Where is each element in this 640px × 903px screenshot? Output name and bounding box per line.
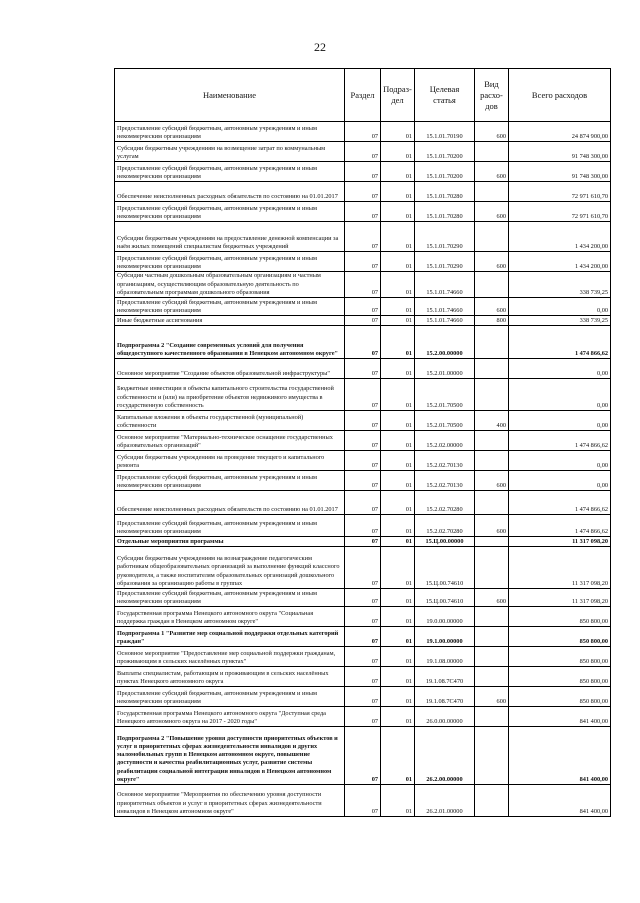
cell-expense-type [475, 707, 509, 727]
cell-expense-type [475, 547, 509, 589]
table-header-row [115, 69, 611, 122]
cell-total: 91 748 300,00 [509, 162, 611, 182]
cell-subsection: 01 [381, 667, 415, 687]
header-subsection: Подраз- дел [381, 69, 415, 122]
cell-expense-type [475, 627, 509, 647]
cell-total: 1 474 866,62 [509, 326, 611, 359]
header-target: Целевая статья [415, 69, 475, 122]
cell-name: Обеспечение неисполненных расходных обязательств по состоянию на 01.01.2017 [115, 491, 345, 515]
table-row [115, 627, 611, 647]
cell-section: 07 [345, 272, 381, 298]
table-row [115, 547, 611, 589]
cell-total: 1 434 200,00 [509, 222, 611, 252]
cell-target: 26.0.00.00000 [415, 707, 475, 727]
header-total: Всего расходов [509, 69, 611, 122]
cell-total: 1 434 200,00 [509, 252, 611, 272]
cell-target: 15.1.01.70290 [415, 252, 475, 272]
cell-name: Предоставление субсидий бюджетным, автономным учреждениям и иным некоммерческим организациям [115, 687, 345, 707]
table-row [115, 607, 611, 627]
cell-total: 72 971 610,70 [509, 202, 611, 222]
cell-target: 15.1.01.74660 [415, 272, 475, 298]
table-row [115, 471, 611, 491]
cell-total: 338 739,25 [509, 316, 611, 326]
table-row [115, 411, 611, 431]
cell-expense-type: 600 [475, 515, 509, 537]
cell-subsection: 01 [381, 272, 415, 298]
cell-subsection: 01 [381, 537, 415, 547]
cell-total: 11 317 098,20 [509, 537, 611, 547]
cell-expense-type: 600 [475, 122, 509, 142]
cell-name: Предоставление субсидий бюджетным, автономным учреждениям и иным некоммерческим организациям [115, 589, 345, 607]
cell-section: 07 [345, 431, 381, 451]
cell-total: 0,00 [509, 411, 611, 431]
cell-expense-type [475, 451, 509, 471]
cell-total: 850 800,00 [509, 627, 611, 647]
cell-subsection: 01 [381, 451, 415, 471]
cell-name: Иные бюджетные ассигнования [115, 316, 345, 326]
cell-section: 07 [345, 667, 381, 687]
cell-target: 19.1.00.00000 [415, 627, 475, 647]
cell-total: 338 739,25 [509, 272, 611, 298]
cell-expense-type [475, 431, 509, 451]
cell-subsection: 01 [381, 491, 415, 515]
cell-target: 26.2.01.00000 [415, 785, 475, 817]
cell-total: 850 800,00 [509, 687, 611, 707]
cell-expense-type: 600 [475, 589, 509, 607]
table-row [115, 537, 611, 547]
cell-name: Предоставление субсидий бюджетным, автономным учреждениям и иным некоммерческим организациям [115, 162, 345, 182]
budget-table [114, 68, 611, 817]
cell-target: 15.2.02.70280 [415, 515, 475, 537]
cell-section: 07 [345, 222, 381, 252]
cell-expense-type [475, 491, 509, 515]
cell-section: 07 [345, 589, 381, 607]
cell-target: 15.2.00.00000 [415, 326, 475, 359]
cell-subsection: 01 [381, 607, 415, 627]
cell-expense-type [475, 647, 509, 667]
cell-expense-type [475, 222, 509, 252]
cell-expense-type [475, 379, 509, 411]
cell-section: 07 [345, 547, 381, 589]
table-row [115, 667, 611, 687]
cell-name: Основное мероприятие "Предоставление мер социальной поддержки гражданам, проживающим в сельских населённых пунктах" [115, 647, 345, 667]
cell-expense-type [475, 142, 509, 162]
table-row [115, 379, 611, 411]
cell-expense-type: 400 [475, 411, 509, 431]
cell-total: 1 474 866,62 [509, 515, 611, 537]
table-row [115, 451, 611, 471]
cell-target: 19.0.00.00000 [415, 607, 475, 627]
cell-target: 15.2.02.70130 [415, 451, 475, 471]
cell-expense-type: 800 [475, 316, 509, 326]
cell-target: 19.1.08.7С470 [415, 687, 475, 707]
cell-expense-type [475, 607, 509, 627]
cell-section: 07 [345, 316, 381, 326]
cell-total: 850 800,00 [509, 607, 611, 627]
cell-total: 1 474 866,62 [509, 491, 611, 515]
cell-total: 850 800,00 [509, 647, 611, 667]
cell-name: Подпрограмма 2 "Создание современных условий для получения общедоступного качественного образования в Ненецком автономном округе" [115, 326, 345, 359]
cell-name: Обеспечение неисполненных расходных обязательств по состоянию на 01.01.2017 [115, 182, 345, 202]
cell-name: Предоставление субсидий бюджетным, автономным учреждениям и иным некоммерческим организациям [115, 515, 345, 537]
table-row [115, 589, 611, 607]
cell-name: Предоставление субсидий бюджетным, автономным учреждениям и иным некоммерческим организациям [115, 122, 345, 142]
cell-target: 15.1.01.70200 [415, 142, 475, 162]
cell-subsection: 01 [381, 707, 415, 727]
cell-section: 07 [345, 727, 381, 785]
cell-subsection: 01 [381, 471, 415, 491]
cell-section: 07 [345, 627, 381, 647]
cell-name: Субсидии бюджетным учреждениям на проведение текущего и капитального ремонта [115, 451, 345, 471]
table-row [115, 687, 611, 707]
cell-section: 07 [345, 122, 381, 142]
cell-section: 07 [345, 162, 381, 182]
cell-total: 0,00 [509, 471, 611, 491]
cell-section: 07 [345, 142, 381, 162]
cell-total: 0,00 [509, 359, 611, 379]
cell-name: Субсидии бюджетным учреждениям на предоставление денежной компенсации за наём жилых помещений специалистам бюджетных учреждений [115, 222, 345, 252]
cell-expense-type: 600 [475, 252, 509, 272]
cell-total: 11 317 098,20 [509, 547, 611, 589]
cell-subsection: 01 [381, 162, 415, 182]
cell-section: 07 [345, 687, 381, 707]
cell-target: 15.1.01.70290 [415, 222, 475, 252]
cell-name: Государственная программа Ненецкого автономного округа "Доступная среда Ненецкого автономного округа на 2017 - 2020 годы" [115, 707, 345, 727]
cell-target: 15.2.01.00000 [415, 359, 475, 379]
cell-name: Подпрограмма 2 "Повышение уровня доступности приоритетных объектов и услуг в приоритетных сферах жизнедеятельности инвалидов и других маломобильных групп в Ненецком автономном округе, повышение доступности и качества реабилитационных услуг, развитие системы реабилитации социальной интеграции инвалидов в Ненецком автономном округе" [115, 727, 345, 785]
cell-target: 19.1.08.7С470 [415, 667, 475, 687]
table-row [115, 142, 611, 162]
cell-subsection: 01 [381, 589, 415, 607]
cell-total: 91 748 300,00 [509, 142, 611, 162]
cell-total: 72 971 610,70 [509, 182, 611, 202]
cell-section: 07 [345, 359, 381, 379]
header-name: Наименование [115, 69, 345, 122]
cell-expense-type: 600 [475, 687, 509, 707]
cell-total: 24 874 900,00 [509, 122, 611, 142]
cell-section: 07 [345, 785, 381, 817]
cell-section: 07 [345, 298, 381, 316]
cell-name: Основное мероприятие "Создание объектов образовательной инфраструктуры" [115, 359, 345, 379]
cell-subsection: 01 [381, 547, 415, 589]
cell-name: Капитальные вложения в объекты государственной (муниципальной) собственности [115, 411, 345, 431]
cell-target: 15.2.01.70500 [415, 379, 475, 411]
cell-name: Государственная программа Ненецкого автономного округа "Социальная поддержка граждан в Ненецком автономном округе" [115, 607, 345, 627]
cell-target: 15.Ц.00.74610 [415, 547, 475, 589]
cell-expense-type [475, 727, 509, 785]
table-row [115, 272, 611, 298]
table-row [115, 182, 611, 202]
cell-section: 07 [345, 537, 381, 547]
cell-section: 07 [345, 379, 381, 411]
cell-target: 19.1.08.00000 [415, 647, 475, 667]
table-row [115, 727, 611, 785]
cell-target: 15.1.01.74660 [415, 316, 475, 326]
cell-section: 07 [345, 647, 381, 667]
table-row [115, 647, 611, 667]
cell-target: 15.1.01.70200 [415, 162, 475, 182]
cell-section: 07 [345, 252, 381, 272]
table-row [115, 491, 611, 515]
cell-subsection: 01 [381, 379, 415, 411]
cell-name: Субсидии частным дошкольным образовательным организациям и частным организациям, осуществляющим образовательную деятельность по образовательным программам дошкольного образования [115, 272, 345, 298]
table-row [115, 326, 611, 359]
cell-target: 15.1.01.70280 [415, 202, 475, 222]
cell-subsection: 01 [381, 515, 415, 537]
cell-total: 0,00 [509, 379, 611, 411]
cell-subsection: 01 [381, 359, 415, 379]
cell-expense-type [475, 359, 509, 379]
cell-target: 15.2.01.70500 [415, 411, 475, 431]
cell-name: Выплаты специалистам, работающим и проживающим в сельских населённых пунктах Ненецкого автономного округа [115, 667, 345, 687]
cell-subsection: 01 [381, 627, 415, 647]
cell-expense-type [475, 785, 509, 817]
cell-name: Основное мероприятие "Материально-техническое оснащение государственных образовательных организаций" [115, 431, 345, 451]
cell-section: 07 [345, 202, 381, 222]
cell-target: 15.1.01.70280 [415, 182, 475, 202]
cell-expense-type: 600 [475, 202, 509, 222]
cell-name: Подпрограмма 1 "Развитие мер социальной поддержки отдельных категорий граждан" [115, 627, 345, 647]
cell-subsection: 01 [381, 252, 415, 272]
cell-section: 07 [345, 707, 381, 727]
cell-subsection: 01 [381, 326, 415, 359]
cell-subsection: 01 [381, 222, 415, 252]
cell-subsection: 01 [381, 202, 415, 222]
cell-target: 26.2.00.00000 [415, 727, 475, 785]
cell-name: Основное мероприятие "Мероприятия по обеспечению уровня доступности приоритетных объектов и услуг в приоритетных сферах жизнедеятельности инвалидов в Ненецком автономном округе" [115, 785, 345, 817]
cell-expense-type: 600 [475, 298, 509, 316]
cell-expense-type [475, 326, 509, 359]
cell-name: Бюджетные инвестиции в объекты капитального строительства государственной собственности и (или) на приобретение объектов недвижимого имущества в государственную собственность [115, 379, 345, 411]
cell-subsection: 01 [381, 122, 415, 142]
table-row [115, 222, 611, 252]
cell-total: 0,00 [509, 298, 611, 316]
cell-expense-type [475, 182, 509, 202]
cell-expense-type [475, 272, 509, 298]
table-row [115, 316, 611, 326]
cell-section: 07 [345, 411, 381, 431]
cell-name: Отдельные мероприятия программы [115, 537, 345, 547]
cell-subsection: 01 [381, 142, 415, 162]
cell-subsection: 01 [381, 316, 415, 326]
cell-name: Предоставление субсидий бюджетным, автономным учреждениям и иным некоммерческим организациям [115, 202, 345, 222]
cell-target: 15.1.01.70190 [415, 122, 475, 142]
cell-target: 15.2.02.00000 [415, 431, 475, 451]
cell-name: Субсидии бюджетным учреждениям на возмещение затрат по коммунальным услугам [115, 142, 345, 162]
cell-section: 07 [345, 326, 381, 359]
header-section: Раздел [345, 69, 381, 122]
cell-section: 07 [345, 607, 381, 627]
cell-subsection: 01 [381, 431, 415, 451]
cell-name: Субсидии бюджетным учреждениям на вознаграждение педагогическим работникам общеобразовательных организаций за выполнение функций классного руководителя, а также воспитателям образовательных организаций дошкольного образования за организацию работы в группах [115, 547, 345, 589]
cell-total: 1 474 866,62 [509, 431, 611, 451]
table-row [115, 431, 611, 451]
table-row [115, 515, 611, 537]
cell-subsection: 01 [381, 411, 415, 431]
header-expense-type: Вид расхо- дов [475, 69, 509, 122]
cell-name: Предоставление субсидий бюджетным, автономным учреждениям и иным некоммерческим организациям [115, 471, 345, 491]
table-row [115, 785, 611, 817]
table-row [115, 252, 611, 272]
cell-total: 841 400,00 [509, 727, 611, 785]
cell-target: 15.2.02.70130 [415, 471, 475, 491]
cell-section: 07 [345, 471, 381, 491]
cell-subsection: 01 [381, 687, 415, 707]
cell-section: 07 [345, 491, 381, 515]
page-number: 22 [314, 40, 326, 54]
table-row [115, 359, 611, 379]
cell-subsection: 01 [381, 298, 415, 316]
cell-total: 841 400,00 [509, 707, 611, 727]
cell-section: 07 [345, 451, 381, 471]
cell-expense-type: 600 [475, 162, 509, 182]
cell-total: 850 800,00 [509, 667, 611, 687]
table-row [115, 298, 611, 316]
cell-subsection: 01 [381, 727, 415, 785]
cell-target: 15.2.02.70280 [415, 491, 475, 515]
cell-section: 07 [345, 182, 381, 202]
table-row [115, 122, 611, 142]
table-row [115, 162, 611, 182]
cell-target: 15.1.01.74660 [415, 298, 475, 316]
cell-expense-type [475, 537, 509, 547]
cell-section: 07 [345, 515, 381, 537]
cell-total: 0,00 [509, 451, 611, 471]
cell-total: 841 400,00 [509, 785, 611, 817]
cell-subsection: 01 [381, 647, 415, 667]
cell-expense-type [475, 667, 509, 687]
cell-target: 15.Ц.00.00000 [415, 537, 475, 547]
cell-name: Предоставление субсидий бюджетным, автономным учреждениям и иным некоммерческим организациям [115, 298, 345, 316]
cell-subsection: 01 [381, 785, 415, 817]
cell-target: 15.Ц.00.74610 [415, 589, 475, 607]
cell-expense-type: 600 [475, 471, 509, 491]
table-row [115, 707, 611, 727]
cell-name: Предоставление субсидий бюджетным, автономным учреждениям и иным некоммерческим организациям [115, 252, 345, 272]
cell-subsection: 01 [381, 182, 415, 202]
table-row [115, 202, 611, 222]
cell-total: 11 317 098,20 [509, 589, 611, 607]
